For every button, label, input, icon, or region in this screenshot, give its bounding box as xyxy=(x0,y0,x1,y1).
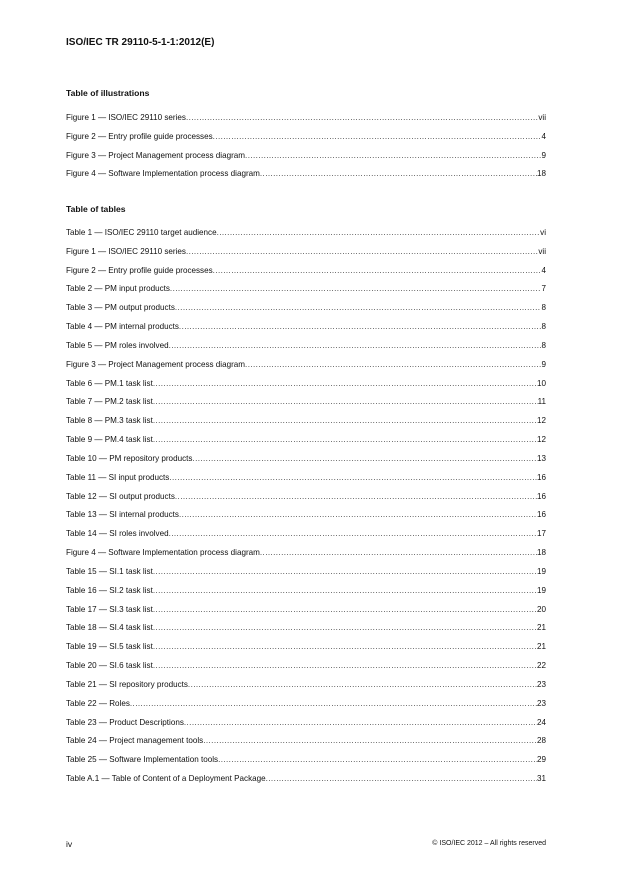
toc-entry-label: Table 24 — Project management tools xyxy=(66,736,204,746)
toc-entry[interactable] xyxy=(66,340,546,352)
dot-leader xyxy=(153,641,537,653)
dot-leader xyxy=(153,396,538,408)
toc-entry[interactable] xyxy=(66,396,546,408)
toc-entry[interactable] xyxy=(66,679,546,691)
dot-leader xyxy=(218,754,537,766)
dot-leader xyxy=(203,735,537,747)
toc-entry[interactable] xyxy=(66,660,546,672)
toc-entry-label: Table 12 — SI output products xyxy=(66,491,175,501)
toc-entry-label: Table 15 — SI.1 task list xyxy=(66,566,153,576)
toc-entry-label: Table 5 — PM roles involved xyxy=(66,340,169,350)
toc-entry-label: Table 6 — PM.1 task list xyxy=(66,378,153,388)
toc-entry[interactable] xyxy=(66,585,546,597)
toc-entry-page: 23 xyxy=(536,698,546,708)
toc-entry-label: Figure 4 — Software Implementation process diagram xyxy=(66,169,260,179)
dot-leader xyxy=(186,246,538,258)
toc-entry-page: 18 xyxy=(536,548,546,558)
toc-entry[interactable] xyxy=(66,283,546,295)
toc-entry[interactable] xyxy=(66,717,546,729)
toc-entry-page: 10 xyxy=(536,378,546,388)
dot-leader xyxy=(188,679,537,691)
toc-entry[interactable] xyxy=(66,434,546,446)
dot-leader xyxy=(153,622,537,634)
toc-entry[interactable] xyxy=(66,754,546,766)
toc-entry[interactable] xyxy=(66,131,546,143)
toc-entry[interactable] xyxy=(66,528,546,540)
copyright-notice: © ISO/IEC 2012 – All rights reserved xyxy=(432,840,546,847)
toc-entry-label: Table 17 — SI.3 task list xyxy=(66,604,153,614)
toc-entry-label: Table 21 — SI repository products xyxy=(66,679,188,689)
toc-entry-label: Figure 4 — Software Implementation process diagram xyxy=(66,548,260,558)
toc-entry[interactable] xyxy=(66,604,546,616)
toc-entry-label: Table 18 — SI.4 task list xyxy=(66,623,153,633)
toc-entry[interactable] xyxy=(66,378,546,390)
page-number: iv xyxy=(66,839,73,849)
toc-entry-label: Table 19 — SI.5 task list xyxy=(66,642,153,652)
toc-entry-label: Table 10 — PM repository products xyxy=(66,453,193,463)
toc-entry-page: vii xyxy=(538,113,546,122)
toc-entry[interactable] xyxy=(66,453,546,465)
toc-entry[interactable] xyxy=(66,415,546,427)
dot-leader xyxy=(175,491,537,503)
dot-leader xyxy=(192,453,537,465)
dot-leader xyxy=(217,227,541,239)
toc-entry-page: 22 xyxy=(536,661,546,671)
toc-entry-label: Table 8 — PM.3 task list xyxy=(66,416,153,426)
toc-entry-page: 8 xyxy=(541,322,546,332)
toc-entry[interactable] xyxy=(66,321,546,333)
dot-leader xyxy=(170,283,542,295)
toc-entry-page: 4 xyxy=(541,265,546,275)
toc-entry[interactable] xyxy=(66,472,546,484)
dot-leader xyxy=(153,604,537,616)
toc-entry-page: 21 xyxy=(536,642,546,652)
toc-entry-page: 16 xyxy=(536,510,546,520)
toc-entry[interactable] xyxy=(66,150,546,162)
toc-entry-page: 12 xyxy=(536,416,546,426)
dot-leader xyxy=(153,415,537,427)
toc-entry-page: 8 xyxy=(541,303,546,313)
toc-entry[interactable] xyxy=(66,227,546,239)
toc-entry-page: 24 xyxy=(536,717,546,727)
toc-entry-label: Figure 2 — Entry profile guide processes xyxy=(66,131,213,141)
dot-leader xyxy=(213,265,542,277)
toc-entry-page: 18 xyxy=(536,169,546,179)
toc-entry-label: Table 23 — Product Descriptions xyxy=(66,717,184,727)
toc-entry-page: 12 xyxy=(536,435,546,445)
toc-entry-label: Table 14 — SI roles involved xyxy=(66,529,169,539)
dot-leader xyxy=(153,566,537,578)
toc-entry-label: Table 11 — SI input products xyxy=(66,472,170,482)
toc-entry-page: 13 xyxy=(536,453,546,463)
toc-entry-page: 31 xyxy=(536,774,546,784)
toc-entry[interactable] xyxy=(66,302,546,314)
dot-leader xyxy=(153,434,537,446)
toc-entry-label: Table 7 — PM.2 task list xyxy=(66,397,153,407)
toc-entry-page: 9 xyxy=(541,359,546,369)
dot-leader xyxy=(260,168,537,180)
toc-entry-label: Table 3 — PM output products xyxy=(66,303,175,313)
toc-entry-page: 28 xyxy=(536,736,546,746)
toc-entry-label: Figure 1 — ISO/IEC 29110 series xyxy=(66,113,186,122)
toc-entry-page: 4 xyxy=(541,131,546,141)
dot-leader xyxy=(186,112,538,124)
dot-leader xyxy=(245,150,541,162)
dot-leader xyxy=(169,472,537,484)
toc-entry-label: Table 4 — PM internal products xyxy=(66,322,179,332)
toc-entry-label: Figure 3 — Project Management process diagram xyxy=(66,150,246,160)
toc-entry-page: 19 xyxy=(536,566,546,576)
toc-entry[interactable] xyxy=(66,265,546,277)
toc-entry-page: 9 xyxy=(541,150,546,160)
toc-entry[interactable] xyxy=(66,773,546,785)
dot-leader xyxy=(245,359,541,371)
dot-leader xyxy=(213,131,542,143)
dot-leader xyxy=(175,302,542,314)
toc-entry[interactable] xyxy=(66,735,546,747)
dot-leader xyxy=(184,717,537,729)
toc-entry-label: Table 16 — SI.2 task list xyxy=(66,585,153,595)
toc-entry[interactable] xyxy=(66,641,546,653)
dot-leader xyxy=(179,321,542,333)
toc-entry[interactable] xyxy=(66,566,546,578)
tables-heading: Table of tables xyxy=(66,204,126,214)
dot-leader xyxy=(169,340,542,352)
toc-entry-page: 16 xyxy=(536,472,546,482)
dot-leader xyxy=(169,528,537,540)
toc-entry[interactable] xyxy=(66,112,546,124)
toc-entry-label: Table 13 — SI internal products xyxy=(66,510,179,520)
toc-entry[interactable] xyxy=(66,246,546,258)
toc-entry-label: Figure 3 — Project Management process diagram xyxy=(66,359,246,369)
toc-entry-label: Table 9 — PM.4 task list xyxy=(66,435,153,445)
toc-entry[interactable] xyxy=(66,547,546,559)
toc-entry-page: 29 xyxy=(536,755,546,765)
toc-entry[interactable] xyxy=(66,698,546,710)
dot-leader xyxy=(130,698,537,710)
toc-entry-page: vi xyxy=(540,228,546,237)
toc-entry-page: 20 xyxy=(536,604,546,614)
toc-entry[interactable] xyxy=(66,168,546,180)
toc-entry-page: 17 xyxy=(536,529,546,539)
toc-entry[interactable] xyxy=(66,509,546,521)
toc-entry-label: Table 20 — SI.6 task list xyxy=(66,661,153,671)
toc-entry-label: Table 25 — Software Implementation tools xyxy=(66,755,219,765)
toc-entry-label: Figure 1 — ISO/IEC 29110 series xyxy=(66,246,186,256)
toc-entry[interactable] xyxy=(66,491,546,503)
dot-leader xyxy=(260,547,537,559)
toc-entry-label: Table 1 — ISO/IEC 29110 target audience xyxy=(66,228,217,237)
toc-entry-page: 19 xyxy=(536,585,546,595)
toc-entry-page: 21 xyxy=(536,623,546,633)
toc-entry-label: Figure 2 — Entry profile guide processes xyxy=(66,265,213,275)
toc-entry-page: 7 xyxy=(541,284,546,294)
dot-leader xyxy=(153,378,537,390)
toc-entry-page: 23 xyxy=(536,679,546,689)
toc-entry-page: 8 xyxy=(541,340,546,350)
dot-leader xyxy=(266,773,537,785)
dot-leader xyxy=(179,509,537,521)
toc-entry[interactable] xyxy=(66,622,546,634)
toc-entry-page: vii xyxy=(538,246,546,256)
toc-entry-label: Table 22 — Roles xyxy=(66,698,130,708)
toc-entry-page: 11 xyxy=(537,397,546,407)
toc-entry-page: 16 xyxy=(536,491,546,501)
toc-entry[interactable] xyxy=(66,359,546,371)
toc-entry-label: Table A.1 — Table of Content of a Deployment Package xyxy=(66,774,266,784)
document-id-header: ISO/IEC TR 29110-5-1-1:2012(E) xyxy=(66,37,215,48)
toc-entry-label: Table 2 — PM input products xyxy=(66,284,170,294)
illustrations-heading: Table of illustrations xyxy=(66,88,150,98)
dot-leader xyxy=(153,585,537,597)
dot-leader xyxy=(153,660,537,672)
